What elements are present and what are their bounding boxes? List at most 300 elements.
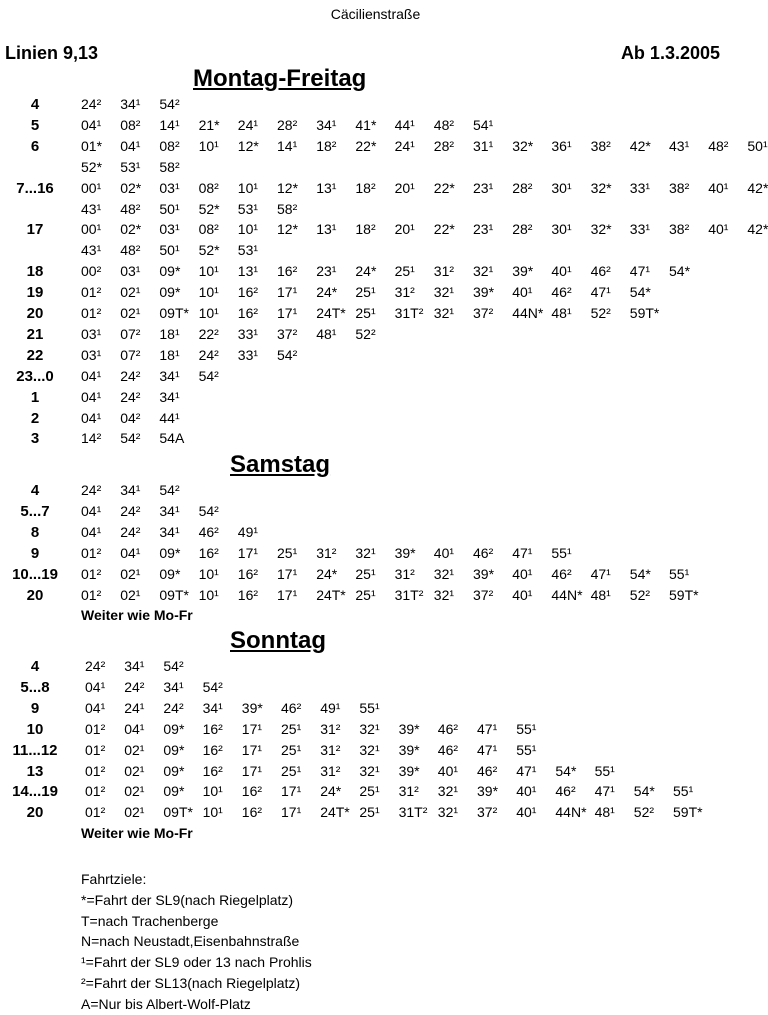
departure-time: 22* [433, 221, 455, 238]
line-numbers: Linien 9,13 [5, 43, 99, 63]
departure-time: 47¹ [590, 284, 611, 301]
hour-label: 23...0 [16, 367, 54, 385]
departure-time: 03¹ [159, 179, 180, 196]
timetable-row [0, 802, 751, 823]
departure-time: 09* [163, 762, 185, 779]
departure-time: 46² [281, 699, 302, 716]
departure-time: 38² [669, 221, 690, 238]
departure-time: 24T* [316, 305, 346, 321]
departure-time: 14² [81, 430, 102, 447]
departure-time: 03¹ [120, 263, 141, 280]
departure-time: 53¹ [237, 200, 259, 217]
departure-time: 46² [473, 544, 494, 561]
departure-time: 02¹ [124, 762, 145, 779]
departure-time: 02¹ [120, 565, 141, 582]
hour-label: 18 [26, 263, 44, 281]
hour-label: 1 [30, 388, 40, 406]
hour-label: 8 [30, 523, 40, 541]
departure-time: 09* [159, 284, 181, 301]
departure-time: 08² [198, 179, 219, 196]
timetable-row [0, 282, 751, 303]
departure-time: 52* [198, 242, 220, 259]
departure-time: 39* [394, 544, 416, 561]
departure-time: 02* [120, 221, 142, 238]
departure-time: 17¹ [241, 762, 263, 779]
departure-time: 02¹ [120, 284, 141, 301]
timetable-row [0, 136, 768, 157]
section-title: Sonntag [230, 627, 326, 654]
departure-time: 34¹ [316, 116, 337, 133]
departure-time: 59T* [629, 305, 660, 321]
hour-label: 22 [26, 346, 44, 364]
departure-time: 10¹ [202, 783, 223, 800]
departure-time: 32* [590, 179, 612, 196]
departure-time: 39* [473, 284, 495, 301]
departure-time: 17¹ [241, 720, 263, 737]
departure-time: 09* [163, 783, 185, 800]
timetable-row [0, 219, 768, 240]
departure-time: 38² [590, 137, 611, 154]
departure-time: 48¹ [316, 325, 337, 342]
departure-time: 39* [473, 565, 495, 582]
departure-time: 50¹ [747, 137, 768, 154]
departure-time: 09T* [159, 305, 189, 321]
hour-label: 9 [30, 699, 40, 717]
departure-time: 48¹ [594, 804, 615, 821]
departure-time: 22* [355, 137, 377, 154]
departure-time: 46² [198, 523, 219, 540]
departure-time: 31² [394, 284, 415, 301]
departure-time: 14¹ [159, 116, 180, 133]
departure-time: 54A [159, 430, 185, 447]
departure-time: 40¹ [433, 544, 455, 561]
departure-time: 49¹ [320, 699, 341, 716]
departure-time: 34¹ [159, 523, 180, 540]
departure-time: 30¹ [551, 179, 572, 196]
continuation-note: Weiter wie Mo-Fr [81, 825, 193, 842]
departure-time: 02¹ [124, 741, 145, 758]
departure-time: 52² [629, 586, 651, 603]
departure-time: 24² [124, 678, 145, 695]
departure-time: 47¹ [590, 565, 611, 582]
departure-time: 04¹ [81, 409, 102, 426]
departure-time: 13¹ [237, 263, 259, 280]
departure-time: 24¹ [237, 116, 259, 133]
departure-time: 32¹ [473, 263, 494, 280]
continuation-note: Weiter wie Mo-Fr [81, 607, 193, 624]
departure-time: 16² [237, 565, 259, 582]
departure-time: 47¹ [512, 544, 533, 561]
valid-from-date: Ab 1.3.2005 [620, 43, 720, 63]
departure-time: 40¹ [512, 565, 533, 582]
hour-label: 5 [30, 116, 40, 134]
destination-legend [81, 869, 312, 1015]
timetable-row [0, 501, 751, 522]
departure-time: 46² [551, 284, 572, 301]
departure-time: 24* [316, 565, 338, 582]
departure-time: 32¹ [359, 720, 380, 737]
departure-time: 53¹ [237, 242, 259, 259]
departure-time: 25¹ [277, 544, 298, 561]
departure-time: 24² [85, 658, 106, 674]
departure-time: 54* [555, 762, 577, 779]
departure-time: 52* [81, 158, 103, 175]
departure-time: 31² [394, 565, 415, 582]
departure-time: 24² [81, 96, 102, 112]
departure-time: 58² [277, 200, 298, 217]
departure-time: 04¹ [85, 678, 106, 695]
departure-time: 17¹ [277, 284, 298, 301]
departure-time: 48² [708, 137, 729, 154]
departure-time: 16² [237, 586, 259, 603]
departure-time: 04¹ [81, 388, 102, 405]
departure-time: 32* [512, 137, 534, 154]
departure-time: 04¹ [81, 367, 102, 384]
timetable-row [0, 719, 751, 740]
departure-time: 01² [85, 783, 106, 800]
departure-time: 33¹ [237, 325, 259, 342]
departure-time: 12* [237, 137, 259, 154]
timetable-row [0, 740, 751, 761]
timetable-row [0, 366, 751, 387]
departure-time: 02* [120, 179, 142, 196]
departure-time: 40¹ [551, 263, 572, 280]
timetable-row [0, 157, 751, 178]
hour-label: 2 [30, 409, 40, 427]
departure-time: 46² [437, 741, 459, 758]
departure-time: 02¹ [120, 586, 141, 603]
departure-time: 01² [85, 741, 106, 758]
hour-label: 11...12 [12, 741, 58, 759]
departure-time: 39* [512, 263, 534, 280]
timetable-row [0, 543, 751, 564]
departure-time: 16² [241, 783, 263, 800]
departure-time: 01² [81, 305, 102, 321]
departure-time: 24² [198, 346, 219, 363]
hour-label: 7...16 [16, 179, 54, 197]
departure-time: 21* [198, 116, 220, 133]
departure-time: 31T² [398, 804, 428, 821]
departure-time: 04¹ [120, 544, 141, 561]
departure-time: 44N* [551, 586, 583, 603]
departure-time: 09* [159, 565, 181, 582]
departure-time: 47¹ [477, 741, 498, 758]
departure-time: 28² [512, 221, 533, 238]
departure-time: 13¹ [316, 221, 337, 238]
departure-time: 03¹ [159, 221, 180, 238]
departure-time: 41* [355, 116, 377, 133]
departure-time: 54² [277, 346, 298, 363]
departure-time: 32* [590, 221, 612, 238]
departure-time: 00¹ [81, 179, 102, 196]
hour-label: 4 [30, 96, 40, 113]
departure-time: 39* [398, 720, 420, 737]
departure-time: 48² [120, 200, 141, 217]
departure-time: 46² [437, 720, 459, 737]
legend-item: A=Nur bis Albert-Wolf-Platz [81, 995, 251, 1012]
departure-time: 25¹ [359, 804, 380, 821]
departure-time: 40¹ [708, 179, 729, 196]
departure-time: 54² [202, 678, 223, 695]
departure-time: 34¹ [120, 96, 141, 112]
section-title: Samstag [230, 451, 331, 478]
hour-label: 4 [30, 658, 40, 675]
departure-time: 24* [316, 284, 338, 301]
departure-time: 01² [85, 720, 106, 737]
departure-time: 16² [241, 804, 263, 821]
departure-time: 47¹ [629, 263, 651, 280]
departure-time: 01² [81, 586, 102, 603]
timetable-row [0, 522, 751, 543]
departure-time: 44¹ [159, 409, 180, 426]
departure-time: 25¹ [355, 305, 376, 321]
hour-label: 20 [26, 804, 44, 822]
departure-time: 34¹ [120, 482, 141, 498]
departure-time: 58² [159, 158, 180, 175]
departure-time: 03¹ [81, 346, 102, 363]
departure-time: 55¹ [673, 783, 694, 800]
departure-time: 01² [85, 762, 106, 779]
departure-time: 23¹ [473, 179, 494, 196]
departure-time: 31² [320, 762, 341, 779]
departure-time: 25¹ [359, 783, 380, 800]
departure-time: 52* [198, 200, 220, 217]
departure-time: 10¹ [198, 565, 219, 582]
departure-time: 46² [477, 762, 498, 779]
hour-label: 17 [26, 221, 44, 239]
departure-time: 12* [277, 221, 299, 238]
departure-time: 16² [202, 720, 223, 737]
departure-time: 16² [277, 263, 298, 280]
departure-time: 59T* [673, 804, 703, 821]
departure-time: 04¹ [81, 502, 102, 519]
departure-time: 32¹ [433, 284, 455, 301]
timetable-row [0, 585, 751, 606]
legend-item: T=nach Trachenberge [81, 912, 219, 929]
departure-time: 44¹ [394, 116, 415, 133]
departure-time: 31² [433, 263, 455, 280]
departure-time: 10¹ [198, 137, 219, 154]
departure-time: 18² [355, 221, 376, 238]
departure-time: 33¹ [629, 221, 651, 238]
section-title: Montag-Freitag [193, 65, 367, 92]
timetable-row [0, 94, 751, 115]
legend-item: ²=Fahrt der SL13(nach Riegelplatz) [81, 974, 301, 991]
hour-label: 4 [30, 482, 40, 499]
legend-item: N=nach Neustadt,Eisenbahnstraße [81, 933, 300, 950]
departure-time: 23¹ [473, 221, 494, 238]
departure-time: 54² [120, 430, 141, 447]
hour-label: 6 [30, 137, 40, 155]
legend-item: *=Fahrt der SL9(nach Riegelplatz) [81, 891, 294, 908]
departure-time: 32¹ [433, 565, 455, 582]
departure-time: 16² [202, 741, 223, 758]
timetable-row [0, 324, 751, 345]
departure-time: 55¹ [594, 762, 615, 779]
departure-time: 01* [81, 137, 103, 154]
departure-time: 52² [633, 804, 655, 821]
timetable-row [0, 656, 751, 677]
departure-time: 25¹ [355, 586, 376, 603]
departure-time: 42* [747, 221, 768, 238]
departure-time: 55¹ [359, 699, 380, 716]
timetable-row [0, 761, 751, 782]
departure-time: 38² [669, 179, 690, 196]
departure-time: 08² [120, 116, 141, 133]
departure-time: 09* [163, 741, 185, 758]
timetable-row [0, 564, 751, 585]
departure-time: 37² [473, 305, 494, 321]
departure-time: 42* [747, 179, 768, 196]
departure-time: 25¹ [355, 565, 376, 582]
departure-time: 17¹ [277, 305, 298, 321]
timetable-row [0, 480, 751, 501]
departure-time: 48² [120, 242, 141, 259]
departure-time: 32¹ [355, 544, 376, 561]
departure-time: 37² [477, 804, 498, 821]
departure-time: 04² [120, 409, 141, 426]
departure-time: 49¹ [237, 523, 259, 540]
timetable-row [0, 428, 751, 449]
departure-time: 25¹ [355, 284, 376, 301]
departure-time: 40¹ [516, 804, 537, 821]
departure-time: 31² [398, 783, 419, 800]
timetable-row [0, 178, 768, 199]
departure-time: 24² [81, 482, 102, 498]
departure-time: 01² [81, 544, 102, 561]
departure-time: 25¹ [394, 263, 415, 280]
departure-time: 54* [629, 565, 651, 582]
departure-time: 08² [159, 137, 180, 154]
departure-time: 30¹ [551, 221, 572, 238]
departure-time: 40¹ [512, 586, 533, 603]
departure-time: 04¹ [81, 523, 102, 540]
departure-time: 46² [555, 783, 576, 800]
departure-time: 34¹ [163, 678, 184, 695]
departure-time: 31T² [394, 586, 424, 603]
departure-time: 34¹ [202, 699, 223, 716]
departure-time: 10¹ [237, 221, 259, 238]
departure-time: 04¹ [124, 720, 145, 737]
timetable-row [0, 781, 751, 802]
hour-label: 20 [26, 305, 44, 322]
departure-time: 31² [320, 741, 341, 758]
departure-time: 52² [590, 305, 611, 321]
departure-time: 00¹ [81, 221, 102, 238]
departure-time: 31T² [394, 305, 424, 321]
timetable-row [0, 261, 751, 282]
departure-time: 24² [163, 699, 184, 716]
departure-time: 20¹ [394, 221, 415, 238]
departure-time: 04¹ [85, 699, 106, 716]
departure-time: 32¹ [433, 586, 455, 603]
departure-time: 28² [512, 179, 533, 196]
departure-time: 22* [433, 179, 455, 196]
departure-time: 37² [277, 325, 298, 342]
hour-label: 20 [26, 586, 44, 604]
departure-time: 22² [198, 325, 219, 342]
departure-time: 55¹ [669, 565, 690, 582]
departure-time: 54* [629, 284, 651, 301]
departure-time: 09T* [163, 804, 193, 821]
departure-time: 24¹ [124, 699, 145, 716]
departure-time: 33¹ [629, 179, 651, 196]
departure-time: 08² [198, 221, 219, 238]
timetable-row [0, 345, 751, 366]
hour-label: 5...7 [20, 502, 50, 520]
timetable-row [0, 199, 751, 220]
departure-time: 34¹ [159, 502, 180, 519]
timetable-row [0, 387, 751, 408]
departure-time: 32¹ [359, 741, 380, 758]
departure-time: 39* [398, 741, 420, 758]
legend-item: ¹=Fahrt der SL9 oder 13 nach Prohlis [81, 954, 312, 971]
departure-time: 55¹ [551, 544, 572, 561]
departure-time: 25¹ [281, 720, 302, 737]
departure-time: 59T* [669, 586, 699, 603]
hour-label: 13 [26, 762, 44, 780]
timetable-row [0, 240, 751, 261]
departure-time: 42* [629, 137, 651, 154]
departure-time: 17¹ [277, 586, 298, 603]
departure-time: 18¹ [159, 346, 180, 363]
departure-time: 25¹ [281, 762, 302, 779]
departure-time: 28² [433, 137, 455, 154]
departure-time: 04¹ [81, 116, 102, 133]
hour-label: 19 [26, 284, 44, 302]
departure-time: 43¹ [81, 242, 102, 259]
departure-time: 54² [163, 658, 184, 674]
departure-time: 32¹ [433, 305, 455, 321]
departure-time: 09* [159, 263, 181, 280]
departure-time: 24² [120, 367, 141, 384]
departure-time: 17¹ [277, 565, 298, 582]
departure-time: 03¹ [81, 325, 102, 342]
hour-label: 10...19 [12, 565, 58, 583]
timetable-row [0, 698, 751, 719]
departure-time: 40¹ [516, 783, 537, 800]
departure-time: 44N* [555, 804, 587, 821]
departure-time: 17¹ [237, 544, 259, 561]
departure-time: 32¹ [437, 804, 459, 821]
departure-time: 20¹ [394, 179, 415, 196]
departure-time: 34¹ [159, 388, 180, 405]
departure-time: 55¹ [516, 720, 537, 737]
departure-time: 37² [473, 586, 494, 603]
timetable-row [0, 408, 751, 429]
departure-time: 31¹ [473, 137, 494, 154]
departure-time: 39* [241, 699, 263, 716]
timetable-row [0, 303, 751, 324]
departure-time: 54² [159, 482, 180, 498]
departure-time: 40¹ [512, 284, 533, 301]
departure-time: 33¹ [237, 346, 259, 363]
departure-time: 07² [120, 325, 141, 342]
departure-time: 02¹ [120, 305, 141, 321]
departure-time: 40¹ [437, 762, 459, 779]
departure-time: 24* [355, 263, 377, 280]
departure-time: 24² [120, 502, 141, 519]
departure-time: 52² [355, 325, 376, 342]
departure-time: 55¹ [516, 741, 537, 758]
departure-time: 31² [320, 720, 341, 737]
departure-time: 09* [163, 720, 185, 737]
departure-time: 09T* [159, 586, 189, 603]
departure-time: 10¹ [198, 305, 219, 321]
hour-label: 21 [26, 325, 44, 343]
departure-time: 07² [120, 346, 141, 363]
departure-time: 46² [590, 263, 611, 280]
